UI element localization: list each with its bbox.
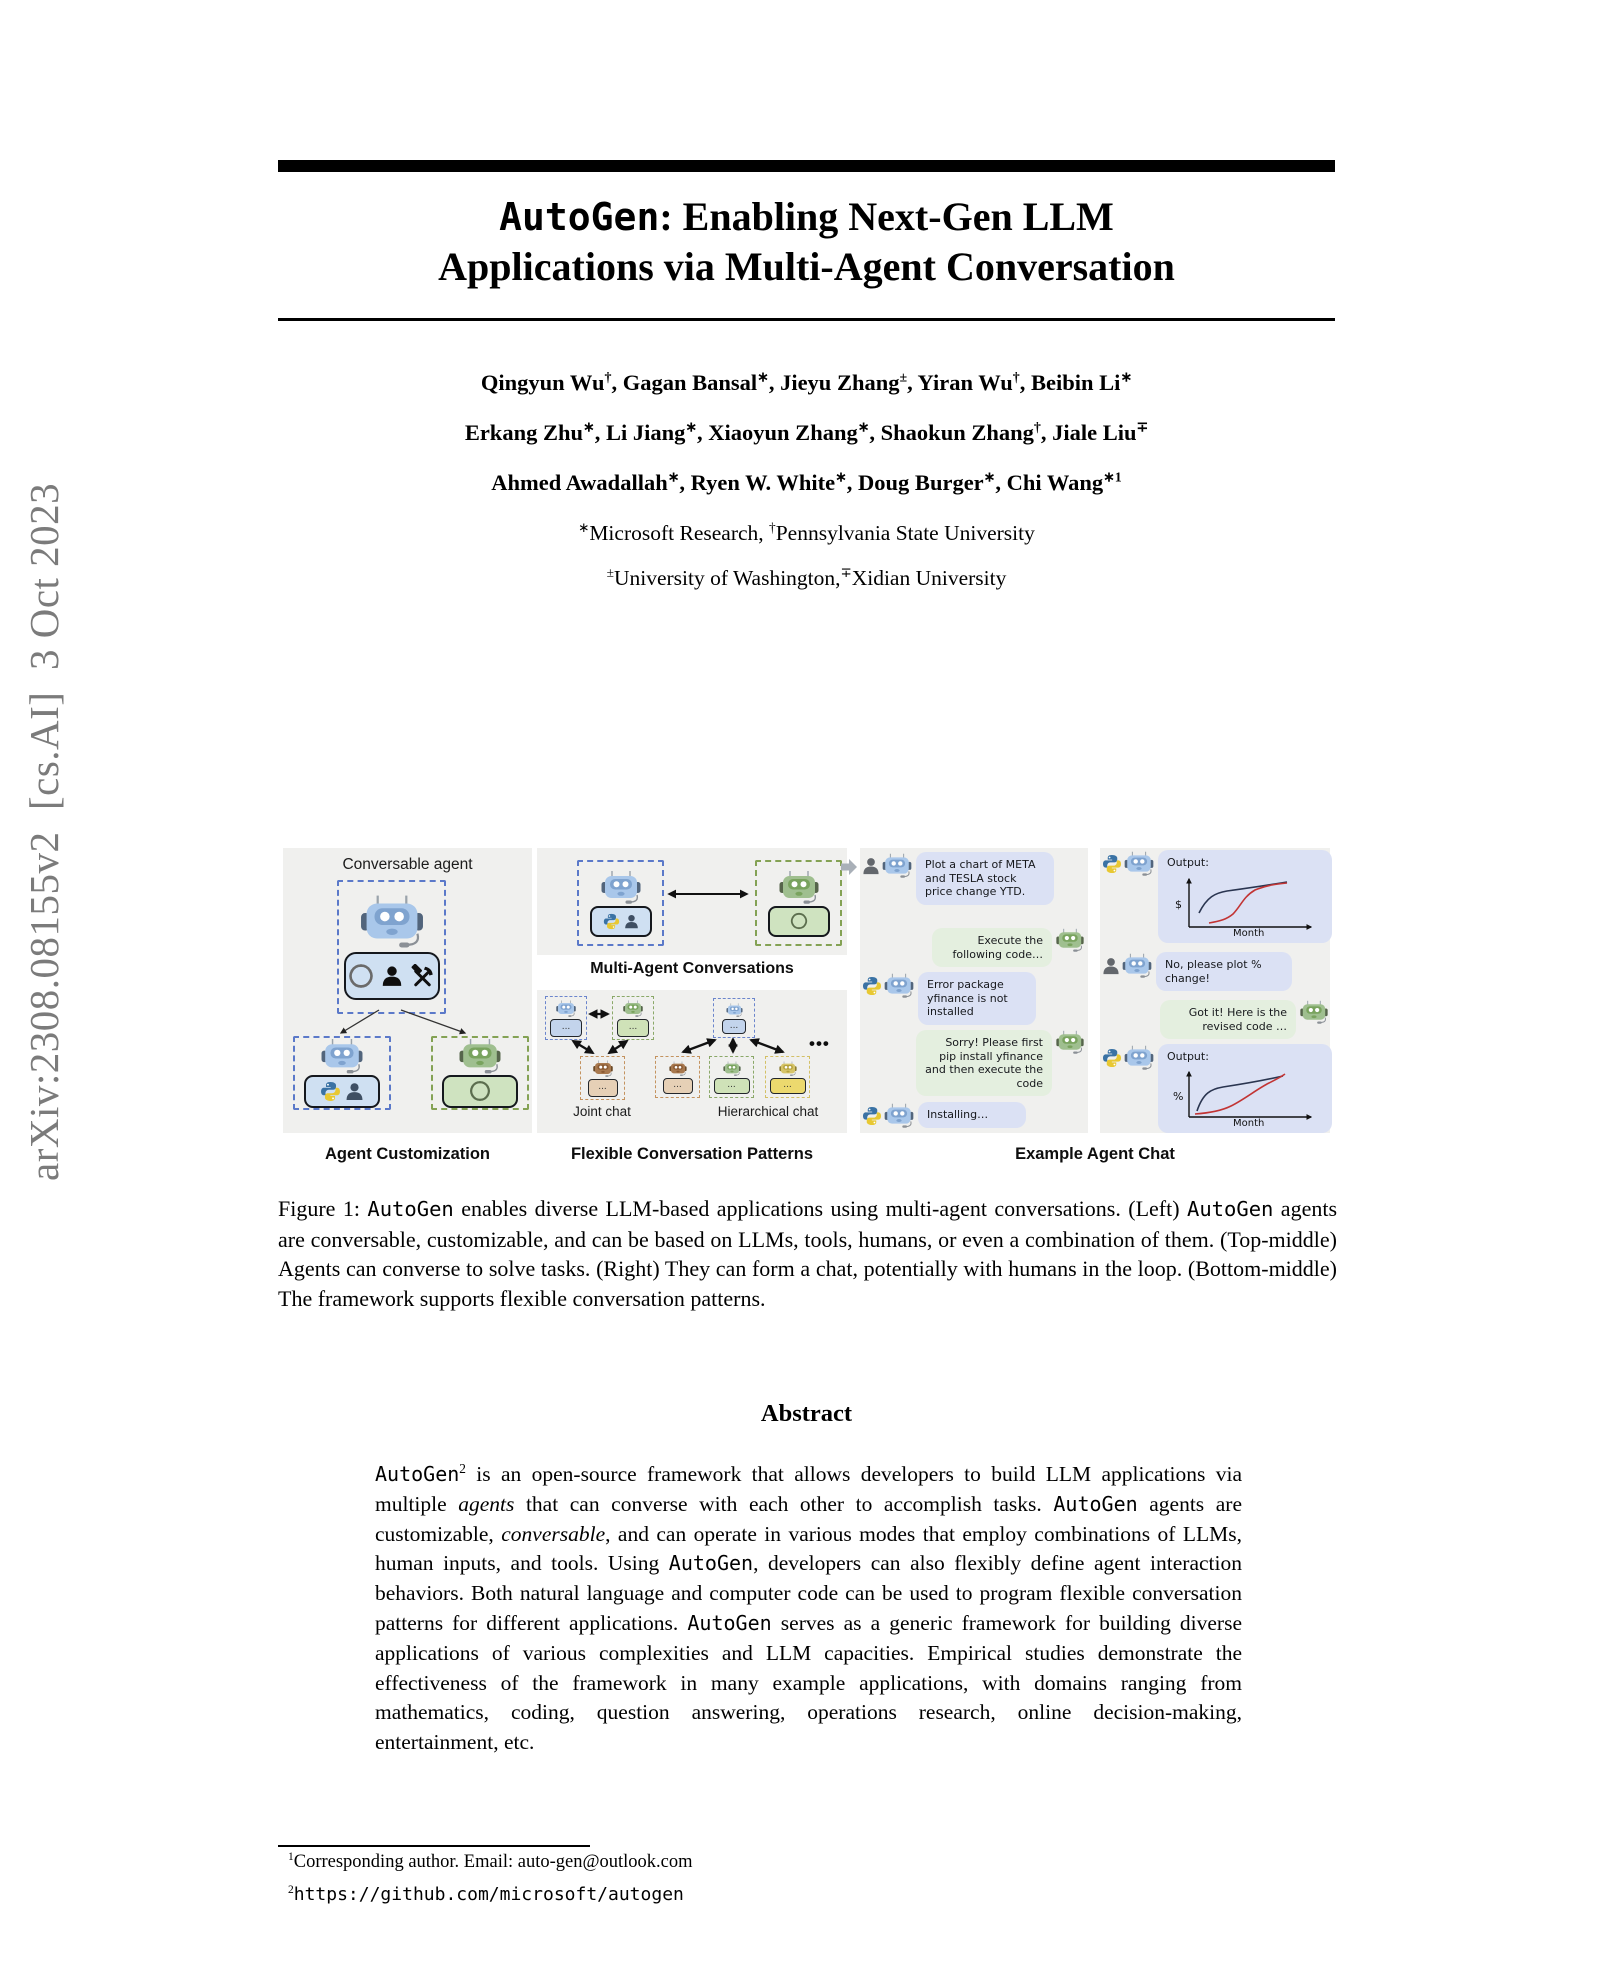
robot-icon [1124, 851, 1154, 876]
customized-agent-llm-human-box [293, 1036, 391, 1110]
title-rule-thick [278, 160, 1335, 172]
author-line-2: Erkang Zhu∗, Li Jiang∗, Xiaoyun Zhang∗, Shaokun Zhang†, Jiale Liu∓ [464, 420, 1149, 445]
speech-box: ... [588, 1079, 618, 1097]
person-icon [624, 914, 639, 929]
openai-icon [348, 963, 374, 989]
output-label: Output: [1167, 1050, 1209, 1063]
abstract-heading: Abstract [760, 1400, 853, 1427]
chat-bubble-output [1158, 850, 1332, 943]
chat-bubble: Execute the following code… [932, 928, 1052, 967]
robot-icon [556, 1000, 576, 1017]
agent-b-box [755, 860, 842, 946]
person-icon [1102, 957, 1120, 975]
robot-icon [884, 973, 914, 998]
robot-icon [1056, 1030, 1084, 1054]
abstract-body: AutoGen$^2$ is an open-source framework that allows developers to build LLM applications via multiple agents that can converse with each other to accomplish tasks. AutoGen agents are customizable, conversable, and can operate in various modes that employ combinations of LLMs, human inputs, and tools. Using AutoGen, developers can also flexibly define agent interaction behaviors. Both natural language and computer code can be used to program flexible conversation patterns for different applications. AutoGen serves as a generic framework for building diverse applications of various complexities and LLM capacities. Empirical studies demonstrate the effectiveness of the framework in many example applications, with domains ranging from mathematics, coding, question answering, operations research, online decision-making, entertainment, etc. [375, 1460, 1242, 1755]
figure-caption: Figure 1: AutoGen enables diverse LLM-based applications using multi-agent conversations. (Left) AutoGen agents are conversable, customizable, and can be based on LLMs, tools, humans, or even a combination of them. (Top-middle) Agents can converse to solve tasks. (Right) They can form a chat, potentially with humans in the loop. (Bottom-middle) The framework supports flexible conversation patterns. [278, 1196, 1338, 1311]
robot-icon [1122, 953, 1152, 978]
affiliation-line-2: ±University of Washington,∓Xidian University [606, 564, 1007, 590]
panel-multi-agent-conversation [537, 848, 847, 955]
python-human-capsule [304, 1075, 380, 1108]
person-icon [862, 857, 880, 875]
chat-row [1102, 952, 1292, 991]
chat-row [862, 852, 1054, 905]
chat-row [862, 1102, 1026, 1128]
hier-chat-agent-top [713, 998, 755, 1038]
robot-icon [1056, 928, 1084, 952]
footnote-rule [278, 1845, 590, 1847]
python-human-capsule [590, 906, 652, 937]
ellipsis-dots: ••• [809, 1034, 830, 1053]
output-label: Output: [1167, 856, 1209, 869]
paper-title [278, 192, 1335, 292]
title-rule-thin [278, 318, 1335, 321]
tools-icon [410, 964, 435, 989]
chat-bubble: Error package yfinance is not installed [918, 972, 1036, 1025]
openai-icon [790, 912, 808, 930]
footnote-corresponding-author: $^1$Corresponding author. Email: auto-gen@outlook.com [288, 1850, 693, 1872]
chat-row [906, 1030, 1084, 1096]
chat-bubble: No, please plot % change! [1156, 952, 1292, 991]
python-icon [320, 1081, 341, 1102]
robot-icon [1124, 1045, 1154, 1070]
conversable-agent-box [337, 880, 446, 1014]
python-icon [603, 913, 620, 930]
agent-backends-capsule [344, 952, 440, 1000]
pct-change-chart [1167, 1067, 1317, 1127]
panel-example-chat-1 [860, 848, 1088, 1133]
stock-price-chart [1167, 873, 1317, 937]
python-icon [1102, 1048, 1122, 1068]
speech-box: ... [714, 1078, 750, 1094]
robot-icon [360, 894, 424, 948]
chat-row [862, 972, 1036, 1025]
author-line-3: Ahmed Awadallah∗, Ryen W. White∗, Doug Burger∗, Chi Wang$^{∗1}$ [491, 470, 1122, 495]
robot-icon [319, 1038, 365, 1074]
joint-chat-agent-brown [580, 1056, 625, 1100]
panel-conversation-patterns [537, 990, 847, 1133]
chat-bubble: Sorry! Please first pip install yfinance and then execute the code [916, 1030, 1052, 1096]
python-icon [1102, 854, 1122, 874]
robot-icon [779, 870, 819, 904]
affiliation-line-1: ∗Microsoft Research, †Pennsylvania State University [578, 519, 1035, 545]
speech-box: ... [550, 1019, 582, 1037]
speech-box: ... [770, 1078, 806, 1094]
chat-bubble: Plot a chart of META and TESLA stock price change YTD. [916, 852, 1054, 905]
chat-bubble: Installing… [918, 1102, 1026, 1128]
python-icon [862, 976, 882, 996]
joint-chat-agent-blue [545, 996, 587, 1040]
author-line-1: Qingyun Wu†, Gagan Bansal∗, Jieyu Zhang±, Yiran Wu†, Beibin Li∗ [480, 370, 1133, 395]
figure-1 [278, 848, 1335, 1172]
chat-row [918, 928, 1084, 967]
python-icon [862, 1106, 882, 1126]
panel-example-chat-2 [1100, 848, 1330, 1133]
robot-icon [623, 1000, 643, 1017]
arxiv-watermark: arXiv:2308.08155v2 [cs.AI] 3 Oct 2023 [21, 482, 67, 1182]
paper-title-line2: Applications via Multi-Agent Conversation [438, 244, 1175, 289]
joint-chat-label: Joint chat [573, 1104, 631, 1119]
customization-arrows [313, 1006, 503, 1038]
robot-icon [723, 1061, 741, 1076]
robot-icon [1300, 1000, 1328, 1024]
robot-icon [882, 853, 912, 878]
joint-chat-agent-green [612, 996, 654, 1040]
speech-box: ... [663, 1078, 693, 1094]
agent-customization-label: Agent Customization [325, 1145, 490, 1163]
paper-title-line1: AutoGen: Enabling Next-Gen LLM [499, 194, 1114, 239]
robot-icon [779, 1061, 797, 1076]
chat-row [1152, 1000, 1328, 1039]
robot-icon [601, 870, 641, 904]
panel-agent-customization [283, 848, 532, 1133]
robot-icon [669, 1061, 687, 1076]
speech-box: ... [617, 1019, 649, 1037]
footnote-github-link[interactable]: $^2$https://github.com/microsoft/autogen [288, 1883, 684, 1905]
robot-icon [884, 1103, 914, 1128]
robot-icon [593, 1060, 613, 1077]
agent-a-box [577, 860, 664, 946]
x-axis-label: Month [1233, 1117, 1265, 1127]
hier-chat-agent-yellow [765, 1056, 810, 1098]
robot-icon [457, 1038, 503, 1074]
hier-chat-agent-brown [655, 1056, 700, 1098]
hier-chat-agent-green [709, 1056, 754, 1098]
openai-capsule [442, 1075, 518, 1108]
y-axis-label: $ [1175, 897, 1182, 911]
y-axis-label: % [1173, 1089, 1184, 1103]
double-arrow [663, 884, 753, 904]
example-agent-chat-label: Example Agent Chat [1015, 1145, 1175, 1163]
chat-bubble: Got it! Here is the revised code … [1160, 1000, 1296, 1039]
openai-icon [469, 1080, 491, 1102]
x-axis-label: Month [1233, 927, 1265, 937]
panel-left-title: Conversable agent [342, 856, 473, 873]
person-icon [345, 1082, 364, 1101]
customized-agent-llm-box [431, 1036, 529, 1110]
openai-capsule [768, 906, 830, 937]
hierarchical-chat-label: Hierarchical chat [717, 1104, 819, 1119]
forward-arrow-icon [840, 858, 858, 876]
flexible-patterns-label: Flexible Conversation Patterns [570, 1145, 814, 1163]
speech-box: ... [722, 1019, 746, 1034]
robot-icon [726, 1003, 743, 1017]
multi-agent-conversations-label: Multi-Agent Conversations [590, 960, 794, 977]
chat-row [1102, 1044, 1332, 1133]
person-icon [381, 965, 403, 987]
chat-row [1102, 850, 1332, 943]
chat-bubble-output [1158, 1044, 1332, 1133]
